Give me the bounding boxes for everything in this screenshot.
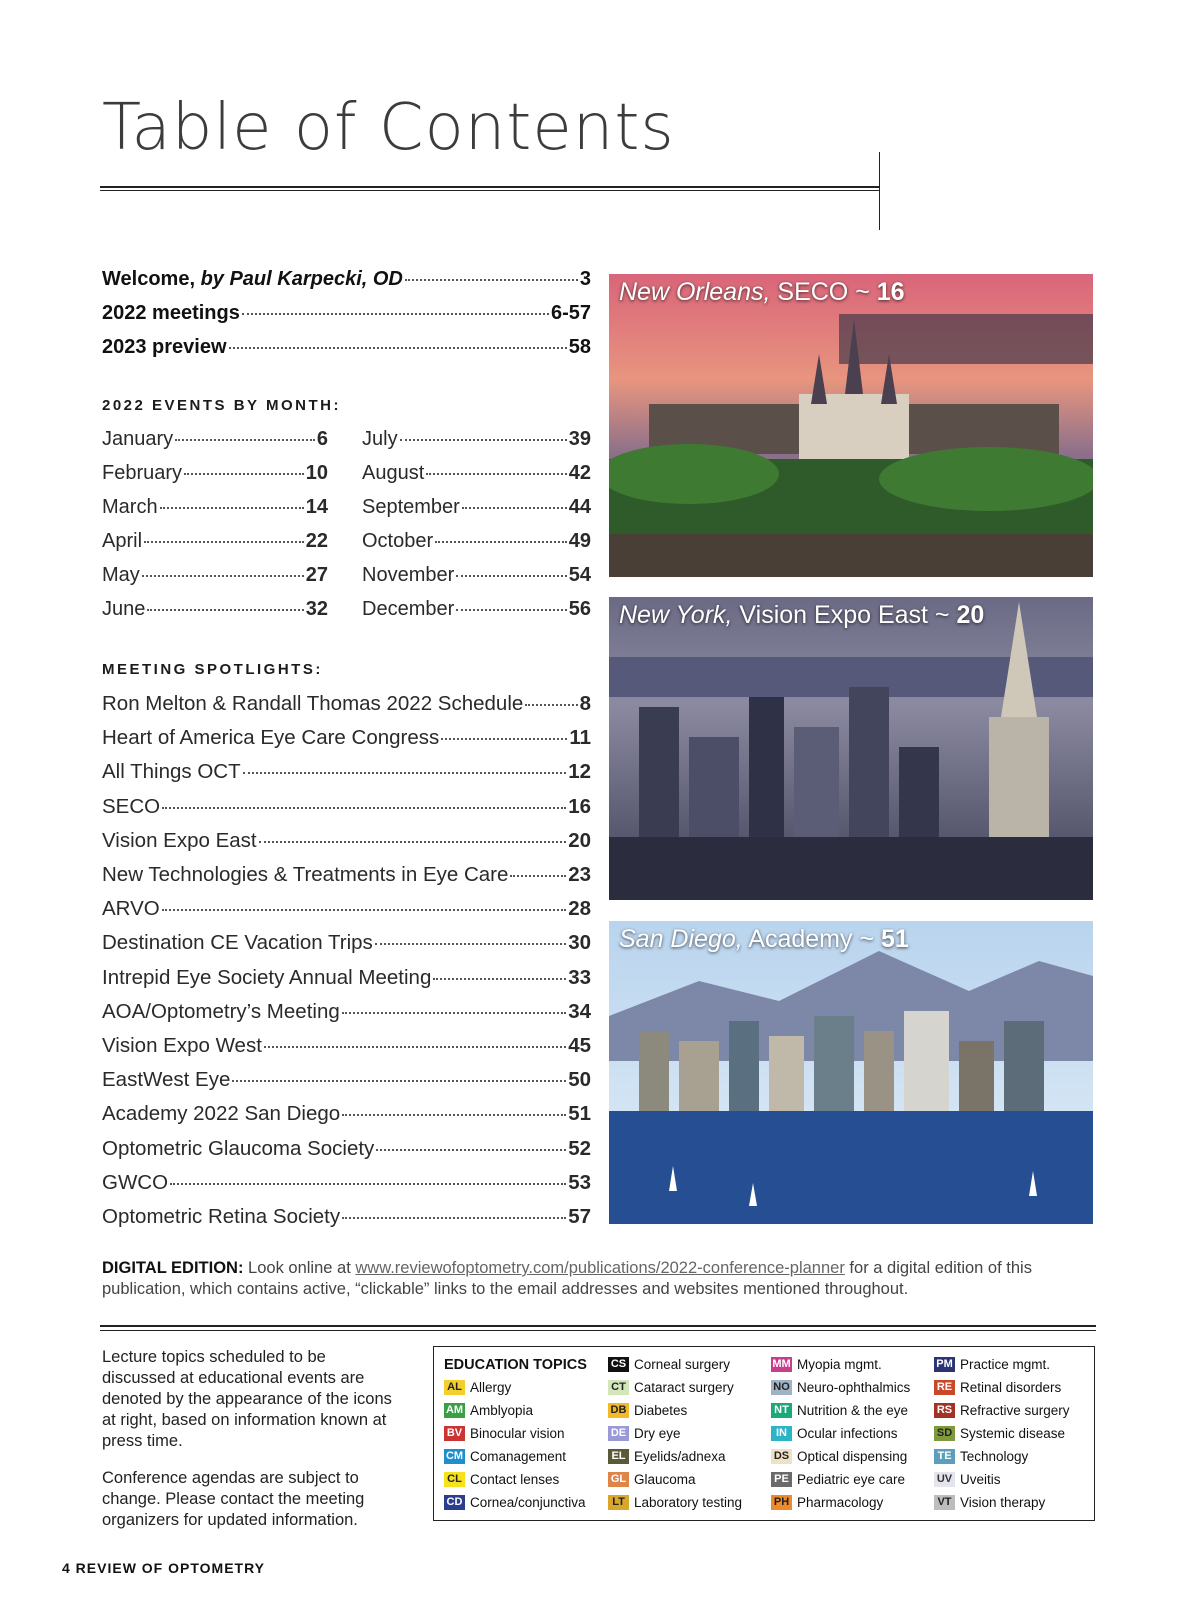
topic-label: Eyelids/adnexa xyxy=(634,1449,726,1464)
legend-item xyxy=(934,1403,1070,1418)
legend-item xyxy=(444,1380,511,1395)
entry-page-number: 33 xyxy=(568,965,591,989)
entry-label-text: December xyxy=(362,598,455,620)
entry-author: by Paul Karpecki, OD xyxy=(200,268,403,290)
topic-label: Optical dispensing xyxy=(797,1449,908,1464)
toc-spotlight-entry[interactable] xyxy=(102,692,591,716)
topic-label: Uveitis xyxy=(960,1472,1001,1487)
topic-code-badge: MM xyxy=(772,1358,791,1370)
entry-label xyxy=(102,530,142,553)
topic-code-badge: PE xyxy=(771,1472,792,1487)
entry-label xyxy=(362,530,433,553)
new-york-photo xyxy=(609,597,1093,900)
entry-label xyxy=(102,863,508,887)
toc-spotlight-entry[interactable] xyxy=(102,1102,591,1126)
entry-page-number: 44 xyxy=(568,496,591,518)
toc-month-entry[interactable] xyxy=(362,564,591,587)
entry-label-text: Destination CE Vacation Trips xyxy=(102,931,373,955)
toc-spotlight-entry[interactable] xyxy=(102,829,591,853)
dot-leader xyxy=(342,1217,566,1219)
lecture-topics-note: Lecture topics scheduled to be discussed at educational events are denoted by the appearance of the icons at right, based on information known at press time. xyxy=(102,1348,392,1450)
dot-leader xyxy=(376,1149,566,1151)
entry-page-number: 56 xyxy=(568,598,591,620)
entry-page-number: 10 xyxy=(305,462,328,484)
entry-page-number: 3 xyxy=(579,268,591,290)
entry-label-text: March xyxy=(102,496,158,518)
entry-label xyxy=(102,760,241,784)
legend-item xyxy=(771,1357,882,1372)
topic-code-badge: TE xyxy=(934,1449,955,1464)
entry-label-text: October xyxy=(362,530,434,552)
title-vertical-rule xyxy=(879,152,880,230)
dot-leader xyxy=(175,439,315,441)
dot-leader xyxy=(456,575,566,577)
title-rule xyxy=(100,186,880,188)
new-york-caption xyxy=(619,601,984,630)
digital-edition-link[interactable]: www.reviewofoptometry.com/publications/2022-conference-planner xyxy=(355,1259,845,1277)
entry-label-text: Academy 2022 San Diego xyxy=(102,1102,341,1126)
topic-code-badge: BV xyxy=(444,1426,465,1441)
entry-label xyxy=(102,931,373,955)
entry-label-text: AOA/Optometry’s Meeting xyxy=(102,999,340,1023)
entry-page-number: 28 xyxy=(568,897,591,921)
entry-label xyxy=(102,1137,374,1161)
toc-month-entry[interactable] xyxy=(102,598,328,621)
toc-spotlight-entry[interactable] xyxy=(102,931,591,955)
dot-leader xyxy=(525,704,577,706)
toc-spotlight-entry[interactable] xyxy=(102,966,591,990)
entry-label xyxy=(102,829,257,853)
topic-code-badge: UV xyxy=(934,1472,955,1487)
topic-code-badge: RS xyxy=(934,1403,955,1418)
legend-item xyxy=(608,1472,696,1487)
topic-label: Comanagement xyxy=(470,1449,567,1464)
san-diego-photo xyxy=(609,921,1093,1224)
entry-label xyxy=(102,1102,340,1126)
entry-page-number: 23 xyxy=(568,863,591,886)
entry-label-text: August xyxy=(362,462,425,484)
entry-page-number: 49 xyxy=(568,530,591,552)
entry-label-text: All Things OCT xyxy=(102,760,241,784)
toc-month-entry[interactable] xyxy=(102,530,328,553)
entry-page-number: 27 xyxy=(305,564,328,586)
topic-label: Nutrition & the eye xyxy=(797,1403,909,1418)
topic-label: Pharmacology xyxy=(797,1495,884,1510)
toc-spotlight-entry[interactable] xyxy=(102,1137,591,1161)
entry-label-text: New Technologies & Treatments in Eye Care xyxy=(102,863,509,886)
entry-page-number: 12 xyxy=(568,760,591,784)
entry-label-text: Heart of America Eye Care Congress xyxy=(102,726,440,750)
new-orleans-photo xyxy=(609,274,1093,577)
entry-label xyxy=(102,598,145,621)
entry-page-number: 22 xyxy=(305,530,328,552)
entry-page-number: 11 xyxy=(569,726,591,750)
toc-spotlight-entry[interactable] xyxy=(102,1171,591,1195)
toc-month-entry[interactable] xyxy=(102,428,328,451)
toc-spotlight-entry[interactable] xyxy=(102,1000,591,1024)
legend-item xyxy=(444,1426,565,1441)
entry-label-text: Ron Melton & Randall Thomas 2022 Schedule xyxy=(102,692,524,715)
toc-spotlight-entry[interactable] xyxy=(102,795,591,819)
entry-page-number: 53 xyxy=(568,1170,591,1194)
bottom-rule xyxy=(100,1325,1096,1327)
toc-month-entry[interactable] xyxy=(102,564,328,587)
entry-label xyxy=(102,1205,340,1229)
page-footer: 4 REVIEW OF OPTOMETRY xyxy=(62,1560,266,1576)
entry-label xyxy=(102,302,240,325)
entry-label-text: GWCO xyxy=(102,1170,169,1194)
legend-item xyxy=(934,1472,1001,1487)
entry-label xyxy=(102,1000,340,1024)
topic-label: Refractive surgery xyxy=(960,1403,1070,1418)
entry-page-number: 51 xyxy=(568,1102,591,1126)
entry-label xyxy=(102,1068,230,1092)
entry-label-text: Optometric Glaucoma Society xyxy=(102,1136,375,1160)
topic-label: Binocular vision xyxy=(470,1426,565,1441)
legend-item xyxy=(771,1403,908,1418)
topic-code-badge: LT xyxy=(608,1495,629,1510)
toc-month-entry[interactable] xyxy=(102,462,328,485)
entry-page-number: 20 xyxy=(568,828,591,852)
entry-label xyxy=(362,462,424,485)
entry-page-number: 6 xyxy=(316,428,328,450)
photo-city: San Diego, xyxy=(619,925,743,953)
topic-code-badge: VT xyxy=(934,1495,955,1510)
dot-leader xyxy=(441,738,567,740)
entry-label-text: November xyxy=(362,564,455,586)
legend-item xyxy=(608,1357,730,1372)
photo-event: Vision Expo East ~ xyxy=(732,601,957,629)
new-orleans-caption xyxy=(619,278,905,307)
toc-month-entry[interactable] xyxy=(102,496,328,519)
entry-label-text: April xyxy=(102,530,143,552)
toc-month-entry[interactable] xyxy=(362,530,591,553)
entry-label-text: January xyxy=(102,428,174,450)
entry-label-text: ARVO xyxy=(102,897,160,921)
entry-page-number: 32 xyxy=(305,598,328,620)
topic-label: Myopia mgmt. xyxy=(797,1357,882,1372)
topic-code-badge: DE xyxy=(608,1426,629,1441)
toc-spotlight-entry[interactable] xyxy=(102,760,591,784)
legend-item xyxy=(771,1495,883,1510)
topic-code-badge: IN xyxy=(771,1426,792,1441)
entry-page-number: 57 xyxy=(568,1205,591,1228)
photo-page: 51 xyxy=(880,925,909,953)
entry-page-number: 50 xyxy=(568,1068,591,1092)
topic-code-badge: AM xyxy=(445,1404,464,1416)
digital-edition-text-after: for a digital edition of this publication, which contains active, “clickable” links to the email addresses and websites mentioned throughout. xyxy=(102,1259,1032,1298)
toc-spotlight-entry[interactable] xyxy=(102,1205,591,1229)
topic-label: Cornea/conjunctiva xyxy=(470,1495,586,1510)
toc-main-entry[interactable] xyxy=(102,302,591,325)
legend-item xyxy=(608,1426,681,1441)
topic-label: Neuro-ophthalmics xyxy=(797,1380,911,1395)
dot-leader xyxy=(435,541,567,543)
topic-code-badge: DB xyxy=(608,1403,629,1418)
topic-code-badge: CS xyxy=(608,1357,629,1372)
entry-label-text: September xyxy=(362,496,460,518)
legend-item xyxy=(771,1426,898,1441)
dot-leader xyxy=(242,313,549,315)
topic-label: Systemic disease xyxy=(960,1426,1066,1441)
entry-label xyxy=(362,564,454,587)
entry-label-text: Vision Expo West xyxy=(102,1034,262,1057)
dot-leader xyxy=(342,1114,566,1116)
topic-label: Pediatric eye care xyxy=(797,1472,906,1487)
legend-item xyxy=(444,1495,586,1510)
san-diego-caption xyxy=(619,925,909,954)
legend-item xyxy=(771,1380,910,1395)
agenda-change-note: Conference agendas are subject to change. Please contact the meeting organizers for updated information. xyxy=(102,1469,365,1529)
entry-label-text: Intrepid Eye Society Annual Meeting xyxy=(102,965,432,989)
entry-label-text: July xyxy=(362,428,398,450)
entry-page-number: 30 xyxy=(568,931,591,955)
topic-label: Contact lenses xyxy=(470,1472,560,1487)
topic-label: Corneal surgery xyxy=(634,1357,731,1372)
entry-label-text: 2023 preview xyxy=(102,336,227,358)
entry-label xyxy=(362,496,460,519)
entry-page-number: 14 xyxy=(305,496,328,518)
entry-label xyxy=(102,966,431,990)
toc-main-entry[interactable] xyxy=(102,336,591,359)
dot-leader xyxy=(456,609,566,611)
legend-item xyxy=(771,1472,905,1487)
events-heading: 2022 EVENTS BY MONTH: xyxy=(102,397,341,414)
education-topics-legend xyxy=(433,1346,1095,1521)
legend-item xyxy=(934,1426,1065,1441)
topic-label: Technology xyxy=(960,1449,1029,1464)
topic-label: Glaucoma xyxy=(634,1472,696,1487)
legend-item xyxy=(934,1449,1028,1464)
legend-item xyxy=(771,1449,907,1464)
entry-label xyxy=(102,897,160,921)
topic-label: Diabetes xyxy=(634,1403,688,1418)
dot-leader xyxy=(259,841,567,843)
photo-event: Academy ~ xyxy=(742,925,881,953)
topic-code-badge: NT xyxy=(771,1403,792,1418)
entry-label-text: Welcome, xyxy=(102,268,201,290)
entry-page-number: 8 xyxy=(579,692,591,715)
entry-page-number: 54 xyxy=(568,564,591,586)
entry-label-text: Optometric Retina Society xyxy=(102,1205,341,1228)
entry-page-number: 52 xyxy=(568,1136,591,1160)
entry-label xyxy=(102,795,160,819)
topic-label: Cataract surgery xyxy=(634,1380,734,1395)
dot-leader xyxy=(232,1080,566,1082)
dot-leader xyxy=(170,1183,566,1185)
topic-label: Ocular infections xyxy=(797,1426,898,1441)
topic-code-badge: CL xyxy=(444,1472,465,1487)
toc-spotlight-entry[interactable] xyxy=(102,726,591,750)
entry-page-number: 16 xyxy=(568,794,591,818)
entry-label xyxy=(102,462,182,485)
dot-leader xyxy=(400,439,567,441)
toc-month-entry[interactable] xyxy=(362,496,591,519)
entry-label xyxy=(102,1034,262,1058)
entry-label-text: SECO xyxy=(102,794,161,818)
dot-leader xyxy=(229,347,567,349)
title-rule-thin xyxy=(100,190,880,191)
toc-month-entry[interactable] xyxy=(362,462,591,485)
entry-label-text: EastWest Eye xyxy=(102,1068,231,1092)
topic-label: Laboratory testing xyxy=(634,1495,743,1510)
legend-item xyxy=(608,1403,687,1418)
entry-label xyxy=(362,428,398,451)
legend-item xyxy=(444,1449,566,1464)
topic-code-badge: GL xyxy=(608,1472,629,1487)
toc-spotlight-entry[interactable] xyxy=(102,897,591,921)
legend-item xyxy=(608,1495,742,1510)
entry-label xyxy=(102,692,523,716)
legend-item xyxy=(934,1380,1061,1395)
legend-item xyxy=(608,1449,726,1464)
legend-item xyxy=(934,1357,1050,1372)
legend-item xyxy=(608,1380,734,1395)
dot-leader xyxy=(144,541,304,543)
topic-code-badge: PH xyxy=(771,1495,792,1510)
legend-heading: EDUCATION TOPICS xyxy=(444,1357,587,1373)
topic-code-badge: NO xyxy=(771,1380,792,1395)
dot-leader xyxy=(405,279,578,281)
dot-leader xyxy=(433,978,566,980)
topic-code-badge: RE xyxy=(934,1380,955,1395)
legend-item xyxy=(444,1472,559,1487)
entry-label xyxy=(102,726,439,750)
entry-label xyxy=(102,336,227,359)
digital-edition-text-before: Look online at xyxy=(243,1259,356,1277)
entry-page-number: 6-57 xyxy=(550,302,591,324)
toc-main-entry[interactable] xyxy=(102,268,591,291)
legend-item xyxy=(934,1495,1045,1510)
dot-leader xyxy=(160,507,304,509)
entry-label-text: 2022 meetings xyxy=(102,302,240,324)
toc-spotlight-entry[interactable] xyxy=(102,863,591,887)
topic-code-badge: CM xyxy=(445,1450,464,1462)
photo-event: SECO ~ xyxy=(770,278,877,306)
topic-label: Practice mgmt. xyxy=(960,1357,1051,1372)
dot-leader xyxy=(375,943,566,945)
topic-code-badge: CT xyxy=(608,1380,629,1395)
legend-item xyxy=(444,1403,533,1418)
topic-code-badge: SD xyxy=(934,1426,955,1441)
photo-city: New Orleans, xyxy=(619,278,771,306)
toc-spotlight-entry[interactable] xyxy=(102,1034,591,1058)
entry-label xyxy=(102,268,403,291)
entry-page-number: 45 xyxy=(568,1034,591,1057)
digital-edition-note xyxy=(102,1258,1102,1300)
entry-page-number: 39 xyxy=(568,428,591,450)
digital-edition-label: DIGITAL EDITION: xyxy=(102,1259,244,1277)
bottom-rule-thin xyxy=(100,1330,1096,1331)
photo-page: 20 xyxy=(956,601,985,629)
toc-month-entry[interactable] xyxy=(362,598,591,621)
dot-leader xyxy=(462,507,567,509)
topic-label: Vision therapy xyxy=(960,1495,1046,1510)
entry-label xyxy=(362,598,454,621)
dot-leader xyxy=(510,875,566,877)
entry-label-text: May xyxy=(102,564,140,586)
toc-month-entry[interactable] xyxy=(362,428,591,451)
photo-city: New York, xyxy=(619,601,733,629)
dot-leader xyxy=(243,772,567,774)
photo-page: 16 xyxy=(876,278,905,306)
entry-label xyxy=(102,1171,168,1195)
topic-code-badge: PM xyxy=(934,1357,955,1372)
topic-code-badge: EL xyxy=(608,1449,629,1464)
topic-label: Allergy xyxy=(470,1380,512,1395)
entry-label-text: June xyxy=(102,598,146,620)
dot-leader xyxy=(162,909,566,911)
entry-label xyxy=(102,428,173,451)
dot-leader xyxy=(264,1046,566,1048)
toc-spotlight-entry[interactable] xyxy=(102,1068,591,1092)
entry-page-number: 42 xyxy=(568,462,591,484)
page-title: Table of Contents xyxy=(102,91,675,165)
topic-code-badge: DS xyxy=(771,1449,792,1464)
entry-label-text: February xyxy=(102,462,183,484)
entry-page-number: 58 xyxy=(568,336,591,358)
topic-label: Retinal disorders xyxy=(960,1380,1062,1395)
topic-code-badge: AL xyxy=(444,1380,465,1395)
entry-page-number: 34 xyxy=(568,999,591,1023)
spotlights-heading: MEETING SPOTLIGHTS: xyxy=(102,661,323,678)
entry-label-text: Vision Expo East xyxy=(102,828,257,852)
dot-leader xyxy=(147,609,303,611)
dot-leader xyxy=(426,473,566,475)
topic-label: Dry eye xyxy=(634,1426,681,1441)
topic-label: Amblyopia xyxy=(470,1403,534,1418)
dot-leader xyxy=(342,1012,566,1014)
dot-leader xyxy=(162,807,566,809)
topic-code-badge: CD xyxy=(444,1495,465,1510)
dot-leader xyxy=(184,473,304,475)
entry-label xyxy=(102,496,158,519)
dot-leader xyxy=(142,575,304,577)
entry-label xyxy=(102,564,140,587)
